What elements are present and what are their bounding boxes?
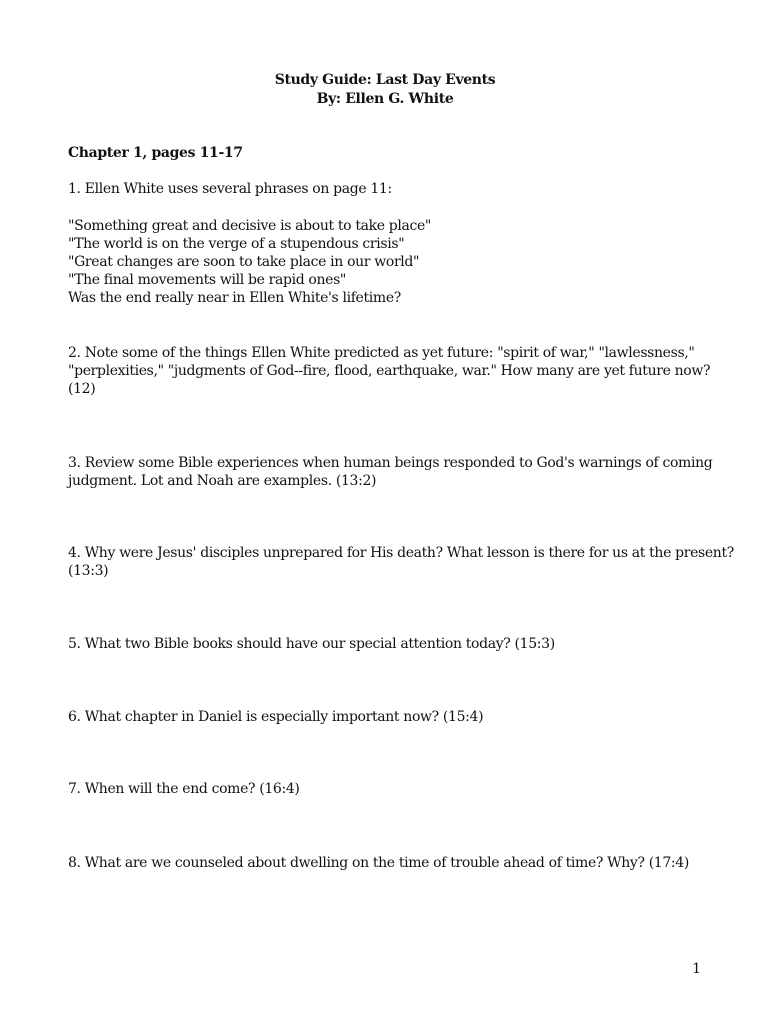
quote-line-3: "Great changes are soon to take place in our world" xyxy=(68,254,420,270)
document-author: By: Ellen G. White xyxy=(316,91,454,107)
question-4-line-2: (13:3) xyxy=(68,563,109,579)
quote-line-2: "The world is on the verge of a stupendous crisis" xyxy=(68,236,405,252)
question-1: 1. Ellen White uses several phrases on page 11: xyxy=(68,181,392,197)
quote-line-4: "The final movements will be rapid ones" xyxy=(68,272,347,288)
question-3-line-2: judgment. Lot and Noah are examples. (13:2) xyxy=(68,473,377,489)
question-7: 7. When will the end come? (16:4) xyxy=(68,781,300,797)
page-number: 1 xyxy=(692,961,701,977)
chapter-heading: Chapter 1, pages 11-17 xyxy=(68,145,243,161)
question-1-prompt: Was the end really near in Ellen White's lifetime? xyxy=(68,290,401,306)
question-2-line-1: 2. Note some of the things Ellen White predicted as yet future: "spirit of war," "lawlessness," xyxy=(68,345,695,361)
question-6: 6. What chapter in Daniel is especially important now? (15:4) xyxy=(68,709,484,725)
question-3-line-1: 3. Review some Bible experiences when human beings responded to God's warnings of coming xyxy=(68,455,713,471)
question-2-line-2: "perplexities," "judgments of God--fire, flood, earthquake, war." How many are yet future now? xyxy=(68,363,711,379)
document-title: Study Guide: Last Day Events xyxy=(274,72,496,88)
question-8: 8. What are we counseled about dwelling on the time of trouble ahead of time? Why? (17:4) xyxy=(68,855,689,871)
question-2-line-3: (12) xyxy=(68,381,96,397)
quote-line-1: "Something great and decisive is about to take place" xyxy=(68,218,432,234)
question-4-line-1: 4. Why were Jesus' disciples unprepared for His death? What lesson is there for us at the present? xyxy=(68,545,734,561)
question-5: 5. What two Bible books should have our special attention today? (15:3) xyxy=(68,636,555,652)
